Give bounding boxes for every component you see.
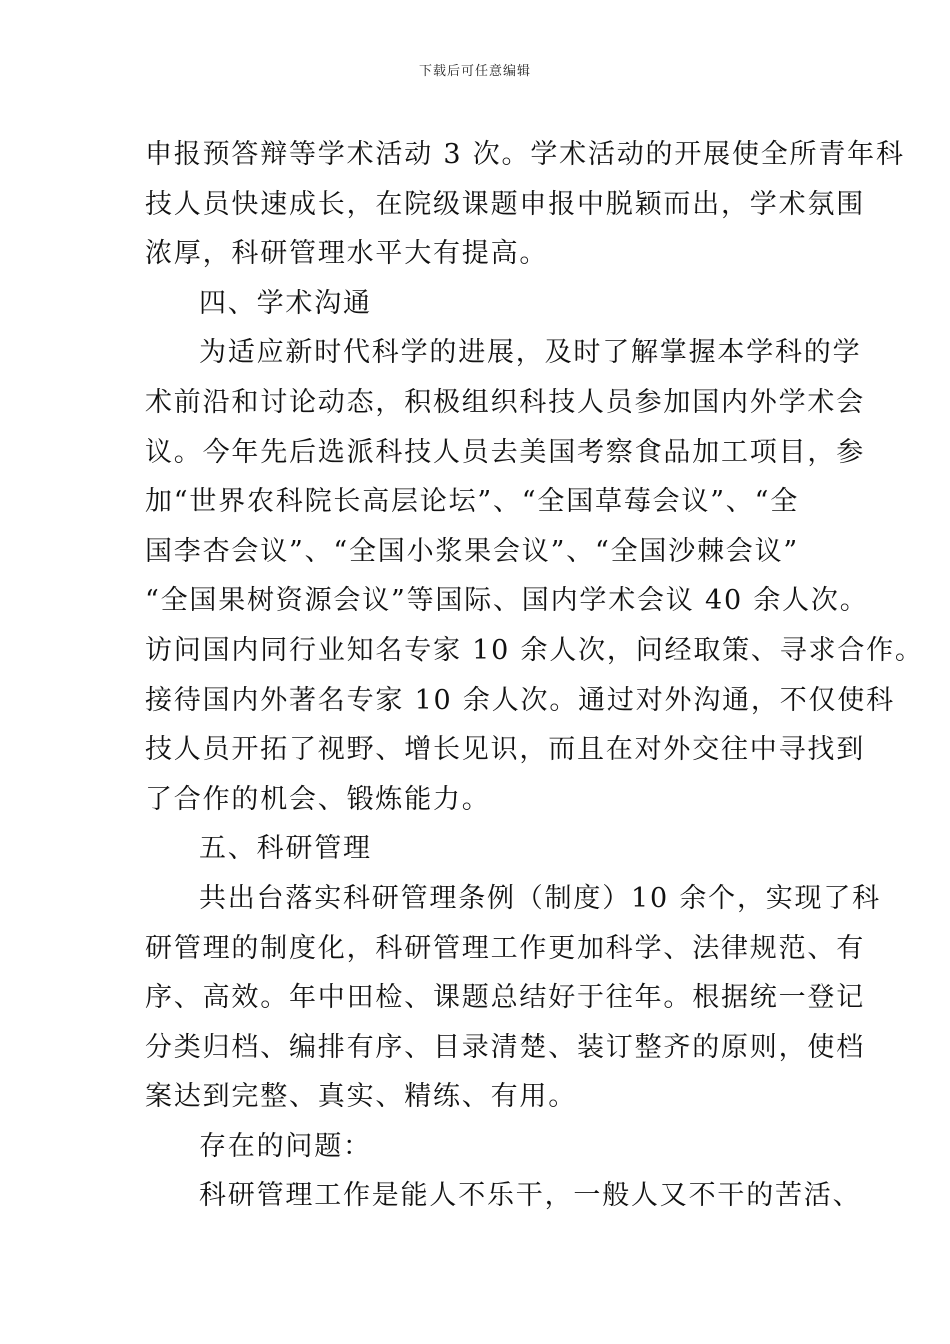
paragraph-line: 技人员快速成长，在院级课题申报中脱颖而出，学术氛围 [145,188,865,220]
paragraph-line: 浓厚，科研管理水平大有提高。 [145,238,549,270]
section-heading-academic-communication: 四、学术沟通 [199,287,372,319]
page-header-note: 下载后可任意编辑 [418,64,531,79]
paragraph-line: 访问国内同行业知名专家 10 余人次，问经取策、寻求合作。 [145,634,924,666]
paragraph-line: 申报预答辩等学术活动 3 次。学术活动的开展使全所青年科 [145,139,905,170]
paragraph-line: 共出台落实科研管理条例（制度）10 余个，实现了科 [199,882,881,914]
document-body [145,130,924,1221]
paragraph-line: 案达到完整、真实、精练、有用。 [145,1081,577,1113]
paragraph-line: 接待国内外著名专家 10 余人次。通过对外沟通，不仅使科 [145,684,895,716]
paragraph-line: 术前沿和讨论动态，积极组织科技人员参加国内外学术会 [145,386,865,418]
paragraph-line: 国李杏会议”、“全国小浆果会议”、“全国沙棘会议” [145,535,800,567]
paragraph-line: “全国果树资源会议”等国际、国内学术会议 40 余人次。 [145,585,869,617]
paragraph-line: 加“世界农科院长高层论坛”、“全国草莓会议”、“全 [145,486,800,518]
paragraph-line: 科研管理工作是能人不乐干，一般人又不干的苦活、 [199,1180,862,1212]
paragraph-line: 研管理的制度化，科研管理工作更加科学、法律规范、有 [145,932,865,964]
paragraph-line: 了合作的机会、锻炼能力。 [145,783,491,815]
paragraph-line: 序、高效。年中田检、课题总结好于往年。根据统一登记 [145,982,865,1014]
section-heading-existing-problems: 存在的问题： [199,1130,372,1162]
paragraph-line: 议。今年先后选派科技人员去美国考察食品加工项目，参 [145,436,865,468]
paragraph-line: 为适应新时代科学的进展，及时了解掌握本学科的学 [199,337,862,369]
section-heading-research-management: 五、科研管理 [199,833,372,865]
paragraph-line: 技人员开拓了视野、增长见识，而且在对外交往中寻找到 [145,734,865,766]
paragraph-line: 分类归档、编排有序、目录清楚、装订整齐的原则，使档 [145,1031,865,1063]
